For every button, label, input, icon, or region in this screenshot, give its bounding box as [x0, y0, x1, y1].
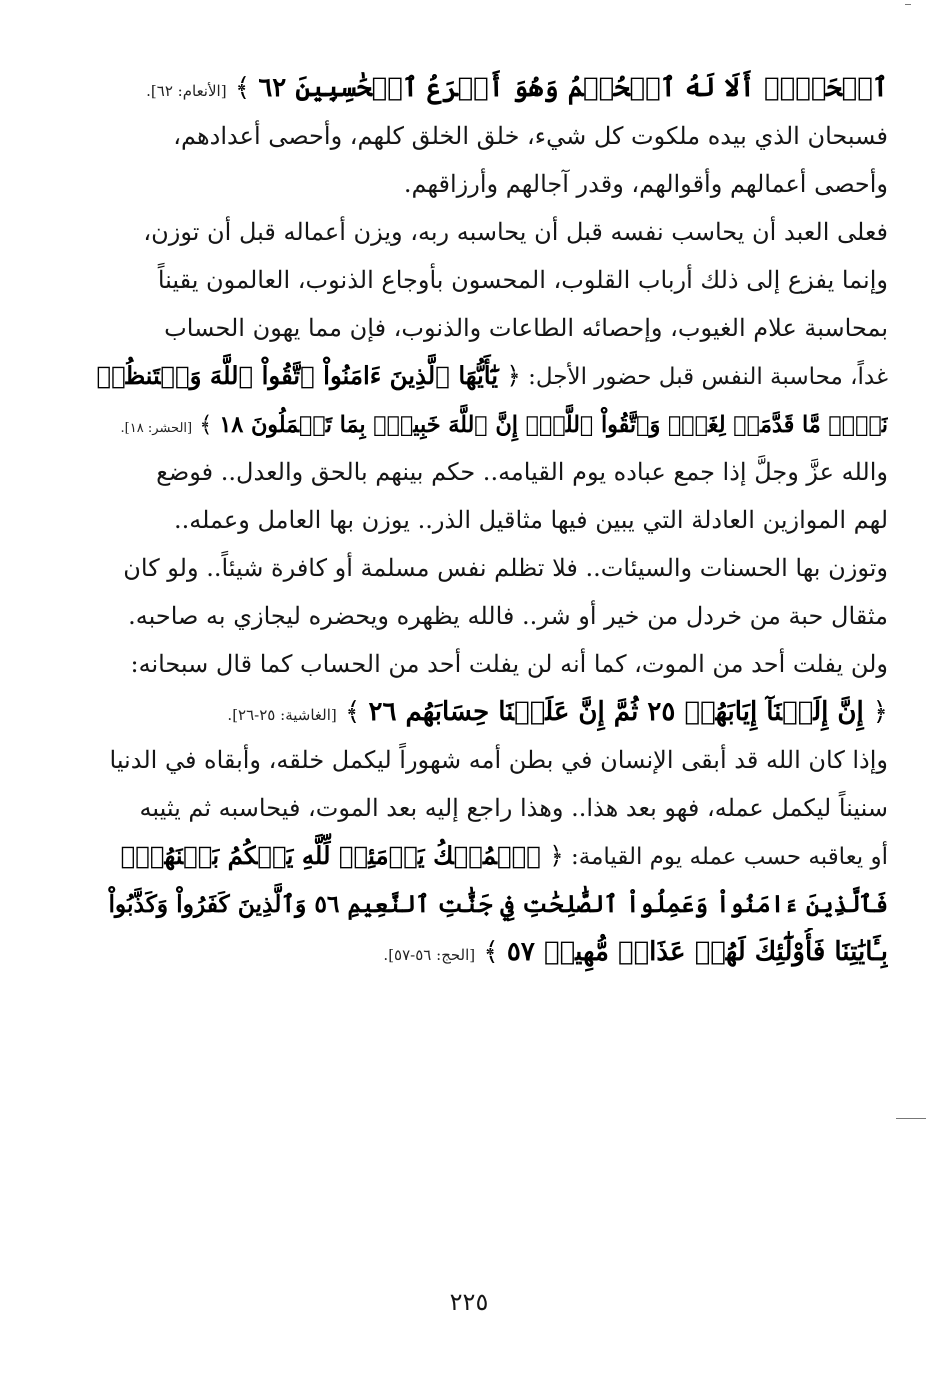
verse-reference: [الغاشية: ٢٥-٢٦].: [227, 706, 337, 724]
prose-text: وإذا كان الله قد أبقى الإنسان في بطن أمه شهوراً ليكمل خلقه، وأبقاه في الدنيا: [109, 746, 888, 774]
ornate-bracket: ﴾: [226, 73, 259, 103]
text-line: [96, 160, 888, 208]
prose-text: ولن يفلت أحد من الموت، كما أنه لن يفلت أحد من الحساب كما قال سبحانه:: [130, 650, 888, 678]
text-line: [96, 496, 888, 544]
scan-mark: [896, 1118, 926, 1119]
prose-text: والله عزَّ وجلَّ إذا جمع عباده يوم القيامه.. حكم بينهم بالحق والعدل.. فوضع: [156, 458, 888, 486]
text-line: [96, 544, 888, 592]
text-line: [96, 880, 888, 928]
prose-text: وأحصى أعمالهم وأقوالهم، وقدر آجالهم وأرزاقهم.: [403, 170, 888, 198]
ornate-bracket: ﴿: [872, 697, 888, 727]
text-line: [96, 928, 888, 976]
prose-text: أو يعاقبه حسب عمله يوم القيامة:: [563, 844, 888, 870]
quran-verse: إِنَّ إِلَيۡنَآ إِيَابَهُمۡ ٢٥ ثُمَّ إِنَّ عَلَيۡنَا حِسَابَهُم ٢٦: [368, 697, 873, 727]
scan-mark: [905, 4, 911, 5]
verse-reference: [الأنعام: ٦٢].: [146, 82, 227, 100]
text-line: [96, 640, 888, 688]
prose-text: فسبحان الذي بيده ملكوت كل شيء، خلق الخلق كلهم، وأحصى أعدادهم،: [173, 122, 888, 150]
ornate-bracket: ﴾: [336, 697, 369, 727]
ornate-bracket: ﴾: [475, 937, 507, 967]
verse-reference: [الحشر: ١٨].: [120, 421, 193, 436]
text-line: [96, 784, 888, 832]
text-line: [96, 400, 888, 448]
quran-verse: بِـَٔايَٰتِنَا فَأُوْلَٰٓئِكَ لَهُمۡ عَذَابٞ مُّهِينٞ ٥٧: [506, 937, 888, 967]
prose-text: وتوزن بها الحسنات والسيئات.. فلا تظلم نفس مسلمة أو كافرة شيئاً.. ولو كان: [123, 554, 888, 582]
text-line: [96, 352, 888, 400]
quran-verse: ٱلۡمُلۡكُ يَوۡمَئِذٖ لِّلَّهِ يَحۡكُمُ بَيۡنَهُمۡۚ: [120, 841, 550, 870]
text-line: [96, 832, 888, 880]
prose-text: فعلى العبد أن يحاسب نفسه قبل أن يحاسبه ربه، ويزن أعماله قبل أن توزن،: [143, 218, 888, 246]
text-line: [96, 592, 888, 640]
quran-verse: نَفۡسٞ مَّا قَدَّمَتۡ لِغَدٖۖ وَٱتَّقُواْ ٱللَّهَۚ إِنَّ ٱللَّهَ خَبِيرُۢ بِمَا تَعۡمَلُونَ ١٨: [219, 412, 888, 438]
text-line: [96, 304, 888, 352]
body-text: [96, 64, 888, 976]
prose-text: سنيناً ليكمل عمله، فهو بعد هذا.. وهذا راجع إليه بعد الموت، فيحاسبه ثم يثيبه: [139, 794, 888, 822]
text-line: [96, 448, 888, 496]
text-line: [96, 256, 888, 304]
text-line: [96, 688, 888, 736]
quran-verse: يَٰٓأَيُّهَا ٱلَّذِينَ ءَامَنُواْ ٱتَّقُواْ ٱللَّهَ وَلۡتَنظُرۡ: [96, 361, 507, 390]
prose-text: غداً، محاسبة النفس قبل حضور الأجل:: [520, 364, 888, 390]
prose-text: لهم الموازين العادلة التي يبين فيها مثاقيل الذر.. يوزن بها العامل وعمله..: [173, 506, 888, 534]
ornate-bracket: ﴿: [549, 841, 564, 870]
text-line: [96, 112, 888, 160]
quran-verse: فَٱلَّذِينَ ءَامَنُواْ وَعَمِلُواْ ٱلصَّٰلِحَٰتِ فِي جَنَّٰتِ ٱلنَّعِيمِ ٥٦ وَٱلَّذِينَ كَفَرُواْ وَكَذَّبُواْ: [108, 891, 888, 918]
text-line: [96, 208, 888, 256]
ornate-bracket: ﴾: [192, 412, 220, 438]
prose-text: وإنما يفزع إلى ذلك أرباب القلوب، المحسون بأوجاع الذنوب، العالمون يقيناً: [157, 266, 888, 294]
text-line: [96, 736, 888, 784]
page-number: ٢٢٥: [449, 1288, 489, 1316]
quran-verse: ٱلۡحَقِّۚ أَلَا لَهُ ٱلۡحُكۡمُ وَهُوَ أَسۡرَعُ ٱلۡحَٰسِبِينَ ٦٢: [258, 73, 888, 103]
prose-text: بمحاسبة علام الغيوب، وإحصائه الطاعات والذنوب، فإن مما يهون الحساب: [164, 314, 888, 342]
prose-text: مثقال حبة من خردل من خير أو شر.. فالله يظهره ويحضره ليجازي به صاحبه.: [128, 602, 888, 630]
text-line: [96, 64, 888, 112]
ornate-bracket: ﴿: [506, 361, 521, 390]
verse-reference: [الحج: ٥٦-٥٧].: [383, 946, 476, 964]
